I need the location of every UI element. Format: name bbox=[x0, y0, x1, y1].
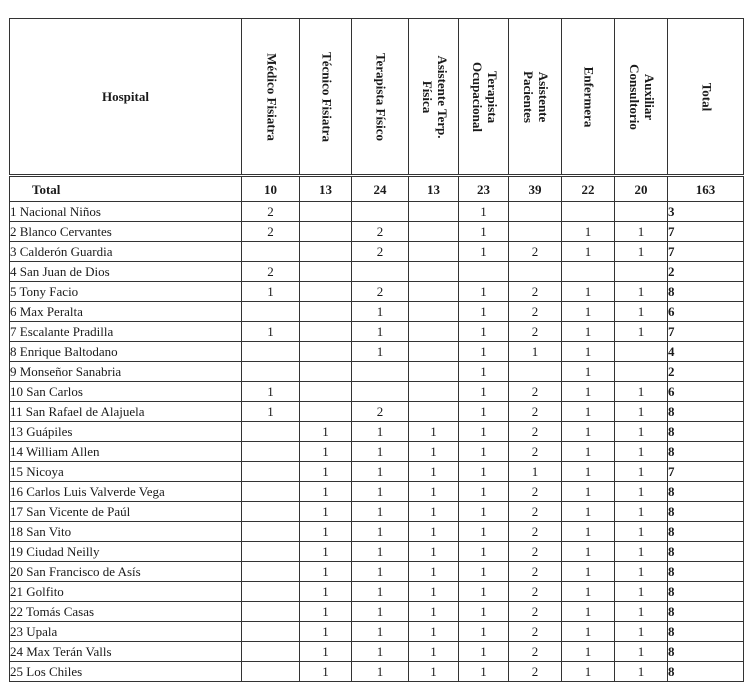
table-cell bbox=[459, 262, 509, 282]
total-cell: 22 bbox=[562, 176, 615, 202]
table-cell bbox=[300, 242, 352, 262]
table-cell: 1 bbox=[300, 442, 352, 462]
row-total-cell: 8 bbox=[668, 282, 744, 302]
table-row bbox=[10, 202, 744, 222]
table-row bbox=[10, 462, 744, 482]
row-total-cell: 7 bbox=[668, 242, 744, 262]
table-cell: 1 bbox=[459, 542, 509, 562]
row-total-cell: 4 bbox=[668, 342, 744, 362]
staff-table bbox=[9, 18, 744, 682]
table-cell: 1 bbox=[409, 602, 459, 622]
hospital-name: 8 Enrique Baltodano bbox=[10, 342, 242, 362]
table-row bbox=[10, 582, 744, 602]
column-header: Terapista Físico bbox=[352, 19, 409, 176]
table-cell: 1 bbox=[562, 522, 615, 542]
table-cell bbox=[242, 302, 300, 322]
table-cell: 1 bbox=[459, 602, 509, 622]
table-cell: 1 bbox=[615, 222, 668, 242]
table-cell: 2 bbox=[242, 262, 300, 282]
table-cell: 1 bbox=[615, 282, 668, 302]
table-cell: 1 bbox=[300, 462, 352, 482]
table-cell: 1 bbox=[615, 442, 668, 462]
table-cell: 1 bbox=[352, 582, 409, 602]
table-row bbox=[10, 342, 744, 362]
hospital-name: 5 Tony Facio bbox=[10, 282, 242, 302]
table-cell: 1 bbox=[459, 382, 509, 402]
table-cell: 1 bbox=[562, 482, 615, 502]
table-cell bbox=[409, 242, 459, 262]
table-row bbox=[10, 662, 744, 682]
table-cell: 1 bbox=[562, 382, 615, 402]
row-total-cell: 8 bbox=[668, 442, 744, 462]
table-cell bbox=[352, 202, 409, 222]
table-cell: 1 bbox=[562, 622, 615, 642]
table-body bbox=[10, 176, 744, 682]
table-cell: 1 bbox=[615, 602, 668, 622]
row-total-cell: 7 bbox=[668, 222, 744, 242]
row-total-cell: 2 bbox=[668, 262, 744, 282]
table-cell bbox=[300, 342, 352, 362]
hospital-name: 4 San Juan de Dios bbox=[10, 262, 242, 282]
table-cell: 1 bbox=[459, 522, 509, 542]
row-total-cell: 6 bbox=[668, 302, 744, 322]
column-header: Terapista Ocupacional bbox=[459, 19, 509, 176]
hospital-name: 7 Escalante Pradilla bbox=[10, 322, 242, 342]
row-total-cell: 8 bbox=[668, 422, 744, 442]
column-header: Total bbox=[668, 19, 744, 176]
table-cell bbox=[242, 242, 300, 262]
table-cell: 1 bbox=[615, 422, 668, 442]
table-row bbox=[10, 522, 744, 542]
table-row bbox=[10, 242, 744, 262]
hospital-name: 13 Guápiles bbox=[10, 422, 242, 442]
table-cell bbox=[300, 262, 352, 282]
table-cell: 1 bbox=[562, 242, 615, 262]
table-cell: 2 bbox=[352, 222, 409, 242]
hospital-name: 20 San Francisco de Asís bbox=[10, 562, 242, 582]
table-cell: 1 bbox=[459, 222, 509, 242]
table-cell bbox=[242, 662, 300, 682]
table-cell: 1 bbox=[459, 442, 509, 462]
table-cell: 1 bbox=[242, 282, 300, 302]
table-row bbox=[10, 302, 744, 322]
table-row bbox=[10, 382, 744, 402]
table-row bbox=[10, 562, 744, 582]
table-cell: 1 bbox=[459, 322, 509, 342]
table-cell: 1 bbox=[409, 422, 459, 442]
table-cell: 1 bbox=[509, 342, 562, 362]
table-cell: 1 bbox=[409, 622, 459, 642]
hospital-name: 15 Nicoya bbox=[10, 462, 242, 482]
table-cell: 1 bbox=[615, 302, 668, 322]
table-cell bbox=[352, 262, 409, 282]
table-cell bbox=[509, 222, 562, 242]
table-cell bbox=[409, 362, 459, 382]
table-cell: 1 bbox=[409, 642, 459, 662]
table-cell bbox=[242, 642, 300, 662]
column-header: Auxiliar Consultorio bbox=[615, 19, 668, 176]
table-cell: 2 bbox=[509, 662, 562, 682]
table-cell: 1 bbox=[300, 522, 352, 542]
table-cell bbox=[509, 202, 562, 222]
table-cell: 1 bbox=[562, 222, 615, 242]
table-row bbox=[10, 602, 744, 622]
table-cell: 1 bbox=[562, 442, 615, 462]
table-cell: 2 bbox=[509, 282, 562, 302]
table-cell: 1 bbox=[459, 402, 509, 422]
table-cell: 1 bbox=[615, 402, 668, 422]
table-cell: 2 bbox=[509, 322, 562, 342]
table-cell: 1 bbox=[409, 522, 459, 542]
row-total-cell: 8 bbox=[668, 402, 744, 422]
total-cell: 13 bbox=[300, 176, 352, 202]
table-cell: 1 bbox=[409, 542, 459, 562]
table-cell bbox=[615, 262, 668, 282]
hospital-name: 18 San Vito bbox=[10, 522, 242, 542]
table-cell bbox=[409, 382, 459, 402]
table-cell bbox=[300, 322, 352, 342]
table-cell: 1 bbox=[459, 662, 509, 682]
table-cell: 1 bbox=[615, 522, 668, 542]
table-cell bbox=[562, 262, 615, 282]
row-total-cell: 8 bbox=[668, 582, 744, 602]
table-cell: 1 bbox=[409, 662, 459, 682]
row-total-cell: 8 bbox=[668, 562, 744, 582]
hospital-name: 2 Blanco Cervantes bbox=[10, 222, 242, 242]
header-row bbox=[10, 19, 744, 176]
table-cell: 1 bbox=[615, 502, 668, 522]
table-cell: 1 bbox=[300, 502, 352, 522]
table-cell: 1 bbox=[300, 662, 352, 682]
table-cell: 1 bbox=[300, 422, 352, 442]
table-cell: 1 bbox=[615, 582, 668, 602]
table-cell bbox=[242, 542, 300, 562]
hospital-name: 23 Upala bbox=[10, 622, 242, 642]
table-cell bbox=[352, 382, 409, 402]
table-cell: 1 bbox=[409, 482, 459, 502]
hospital-name: 22 Tomás Casas bbox=[10, 602, 242, 622]
table-cell: 2 bbox=[509, 562, 562, 582]
table-cell: 1 bbox=[615, 382, 668, 402]
row-total-cell: 8 bbox=[668, 522, 744, 542]
row-total-cell: 8 bbox=[668, 602, 744, 622]
table-cell: 1 bbox=[352, 442, 409, 462]
table-cell: 1 bbox=[300, 482, 352, 502]
table-cell: 2 bbox=[509, 622, 562, 642]
hospital-name: 10 San Carlos bbox=[10, 382, 242, 402]
table-cell bbox=[242, 522, 300, 542]
table-row bbox=[10, 482, 744, 502]
table-cell bbox=[409, 302, 459, 322]
table-cell: 1 bbox=[352, 622, 409, 642]
table-cell bbox=[409, 322, 459, 342]
table-cell: 1 bbox=[352, 342, 409, 362]
table-cell: 2 bbox=[352, 242, 409, 262]
row-total-cell: 8 bbox=[668, 642, 744, 662]
total-row bbox=[10, 176, 744, 202]
table-row bbox=[10, 262, 744, 282]
table-cell: 1 bbox=[615, 242, 668, 262]
table-cell: 1 bbox=[459, 502, 509, 522]
table-cell: 1 bbox=[352, 662, 409, 682]
hospital-name: 6 Max Peralta bbox=[10, 302, 242, 322]
table-row bbox=[10, 622, 744, 642]
hospital-header: Hospital bbox=[10, 19, 242, 176]
table-cell bbox=[509, 262, 562, 282]
column-header: Técnico Fisiatra bbox=[300, 19, 352, 176]
row-total-cell: 8 bbox=[668, 622, 744, 642]
table-cell: 1 bbox=[352, 502, 409, 522]
table-cell: 2 bbox=[509, 502, 562, 522]
table-cell: 1 bbox=[300, 622, 352, 642]
table-cell: 1 bbox=[562, 642, 615, 662]
table-cell: 1 bbox=[615, 622, 668, 642]
table-cell: 1 bbox=[459, 282, 509, 302]
column-header: Asistente Pacientes bbox=[509, 19, 562, 176]
table-cell bbox=[300, 202, 352, 222]
table-cell bbox=[409, 402, 459, 422]
table-cell: 1 bbox=[615, 642, 668, 662]
table-cell: 2 bbox=[509, 602, 562, 622]
table-cell: 1 bbox=[459, 242, 509, 262]
table-cell: 1 bbox=[352, 302, 409, 322]
table-cell: 2 bbox=[352, 282, 409, 302]
table-row bbox=[10, 542, 744, 562]
table-cell bbox=[300, 362, 352, 382]
table-row bbox=[10, 282, 744, 302]
table-cell: 1 bbox=[352, 322, 409, 342]
table-cell: 1 bbox=[615, 482, 668, 502]
total-label: Total bbox=[10, 176, 242, 202]
column-header: Médico Fisiatra bbox=[242, 19, 300, 176]
row-total-cell: 8 bbox=[668, 542, 744, 562]
table-cell: 1 bbox=[352, 462, 409, 482]
table-cell: 1 bbox=[409, 502, 459, 522]
table-cell: 1 bbox=[562, 542, 615, 562]
table-cell bbox=[242, 362, 300, 382]
hospital-name: 14 William Allen bbox=[10, 442, 242, 462]
row-total-cell: 2 bbox=[668, 362, 744, 382]
table-cell: 1 bbox=[300, 602, 352, 622]
table-cell: 1 bbox=[615, 462, 668, 482]
table-cell: 1 bbox=[562, 462, 615, 482]
table-cell bbox=[242, 342, 300, 362]
table-cell: 1 bbox=[459, 562, 509, 582]
table-cell: 1 bbox=[615, 562, 668, 582]
table-cell: 2 bbox=[509, 382, 562, 402]
table-cell bbox=[242, 582, 300, 602]
table-cell: 1 bbox=[562, 362, 615, 382]
table-row bbox=[10, 362, 744, 382]
total-cell: 20 bbox=[615, 176, 668, 202]
row-total-cell: 3 bbox=[668, 202, 744, 222]
table-cell bbox=[409, 342, 459, 362]
table-cell: 1 bbox=[509, 462, 562, 482]
hospital-name: 24 Max Terán Valls bbox=[10, 642, 242, 662]
table-cell bbox=[615, 342, 668, 362]
table-cell: 2 bbox=[509, 522, 562, 542]
total-cell: 10 bbox=[242, 176, 300, 202]
table-cell: 2 bbox=[509, 542, 562, 562]
row-total-cell: 7 bbox=[668, 322, 744, 342]
table-cell: 1 bbox=[300, 642, 352, 662]
table-cell bbox=[242, 562, 300, 582]
table-row bbox=[10, 442, 744, 462]
table-cell: 2 bbox=[509, 582, 562, 602]
table-cell: 1 bbox=[459, 302, 509, 322]
table-cell: 1 bbox=[242, 322, 300, 342]
table-row bbox=[10, 222, 744, 242]
table-cell: 1 bbox=[459, 462, 509, 482]
table-cell: 1 bbox=[242, 402, 300, 422]
table-cell bbox=[509, 362, 562, 382]
table-cell bbox=[242, 462, 300, 482]
table-cell: 2 bbox=[509, 482, 562, 502]
row-total-cell: 7 bbox=[668, 462, 744, 482]
table-cell bbox=[242, 622, 300, 642]
table-cell: 1 bbox=[562, 342, 615, 362]
table-cell bbox=[300, 282, 352, 302]
table-cell: 1 bbox=[459, 622, 509, 642]
table-cell: 1 bbox=[409, 462, 459, 482]
table-cell bbox=[242, 502, 300, 522]
table-cell: 2 bbox=[509, 442, 562, 462]
table-cell bbox=[300, 302, 352, 322]
table-cell: 2 bbox=[509, 422, 562, 442]
table-cell: 1 bbox=[562, 562, 615, 582]
table-cell: 1 bbox=[562, 582, 615, 602]
table-cell: 1 bbox=[562, 282, 615, 302]
table-cell: 1 bbox=[562, 302, 615, 322]
hospital-name: 9 Monseñor Sanabria bbox=[10, 362, 242, 382]
table-cell bbox=[409, 262, 459, 282]
hospital-name: 3 Calderón Guardia bbox=[10, 242, 242, 262]
table-cell: 1 bbox=[409, 442, 459, 462]
hospital-name: 1 Nacional Niños bbox=[10, 202, 242, 222]
table-cell: 1 bbox=[352, 422, 409, 442]
total-cell: 13 bbox=[409, 176, 459, 202]
table-cell: 2 bbox=[242, 222, 300, 242]
table-cell: 1 bbox=[562, 662, 615, 682]
total-cell: 39 bbox=[509, 176, 562, 202]
table-cell bbox=[562, 202, 615, 222]
total-cell: 23 bbox=[459, 176, 509, 202]
table-cell: 2 bbox=[509, 642, 562, 662]
hospital-name: 25 Los Chiles bbox=[10, 662, 242, 682]
table-cell bbox=[300, 222, 352, 242]
table-row bbox=[10, 642, 744, 662]
table-row bbox=[10, 502, 744, 522]
row-total-cell: 6 bbox=[668, 382, 744, 402]
row-total-cell: 8 bbox=[668, 482, 744, 502]
table-cell: 1 bbox=[562, 402, 615, 422]
table-cell bbox=[615, 362, 668, 382]
hospital-name: 16 Carlos Luis Valverde Vega bbox=[10, 482, 242, 502]
table-cell: 1 bbox=[562, 502, 615, 522]
table-cell: 1 bbox=[459, 342, 509, 362]
table-cell bbox=[409, 202, 459, 222]
table-row bbox=[10, 422, 744, 442]
table-cell: 1 bbox=[562, 322, 615, 342]
table-cell: 1 bbox=[615, 542, 668, 562]
table-cell: 1 bbox=[459, 582, 509, 602]
hospital-name: 11 San Rafael de Alajuela bbox=[10, 402, 242, 422]
table-cell: 1 bbox=[459, 642, 509, 662]
table-cell bbox=[242, 482, 300, 502]
table-cell: 1 bbox=[352, 522, 409, 542]
hospital-name: 19 Ciudad Neilly bbox=[10, 542, 242, 562]
hospital-name: 17 San Vicente de Paúl bbox=[10, 502, 242, 522]
table-cell: 1 bbox=[562, 422, 615, 442]
table-cell: 1 bbox=[459, 482, 509, 502]
table-cell: 1 bbox=[562, 602, 615, 622]
table-cell bbox=[300, 382, 352, 402]
table-cell: 1 bbox=[352, 542, 409, 562]
table-cell: 1 bbox=[300, 542, 352, 562]
table-cell: 2 bbox=[509, 302, 562, 322]
total-cell: 163 bbox=[668, 176, 744, 202]
table-cell: 1 bbox=[615, 322, 668, 342]
table-row bbox=[10, 402, 744, 422]
table-cell bbox=[615, 202, 668, 222]
table-cell: 1 bbox=[242, 382, 300, 402]
table-cell: 1 bbox=[300, 582, 352, 602]
table-cell bbox=[242, 422, 300, 442]
table-cell: 1 bbox=[459, 202, 509, 222]
table-cell: 1 bbox=[352, 602, 409, 622]
table-cell: 1 bbox=[352, 482, 409, 502]
table-cell: 1 bbox=[409, 582, 459, 602]
table-cell: 1 bbox=[352, 642, 409, 662]
column-header: Enfermera bbox=[562, 19, 615, 176]
table-cell: 1 bbox=[300, 562, 352, 582]
table-row bbox=[10, 322, 744, 342]
table-cell bbox=[409, 222, 459, 242]
row-total-cell: 8 bbox=[668, 662, 744, 682]
table-cell: 1 bbox=[459, 422, 509, 442]
table-cell: 2 bbox=[352, 402, 409, 422]
table-cell bbox=[352, 362, 409, 382]
table-cell: 1 bbox=[352, 562, 409, 582]
total-cell: 24 bbox=[352, 176, 409, 202]
column-header: Asistente Terp. Física bbox=[409, 19, 459, 176]
table-cell: 2 bbox=[509, 242, 562, 262]
table-cell: 2 bbox=[509, 402, 562, 422]
table-cell: 1 bbox=[459, 362, 509, 382]
hospital-name: 21 Golfito bbox=[10, 582, 242, 602]
table-cell: 1 bbox=[615, 662, 668, 682]
table-cell: 1 bbox=[409, 562, 459, 582]
table-cell bbox=[409, 282, 459, 302]
table-cell bbox=[300, 402, 352, 422]
table-cell: 2 bbox=[242, 202, 300, 222]
table-cell bbox=[242, 442, 300, 462]
table-cell bbox=[242, 602, 300, 622]
row-total-cell: 8 bbox=[668, 502, 744, 522]
